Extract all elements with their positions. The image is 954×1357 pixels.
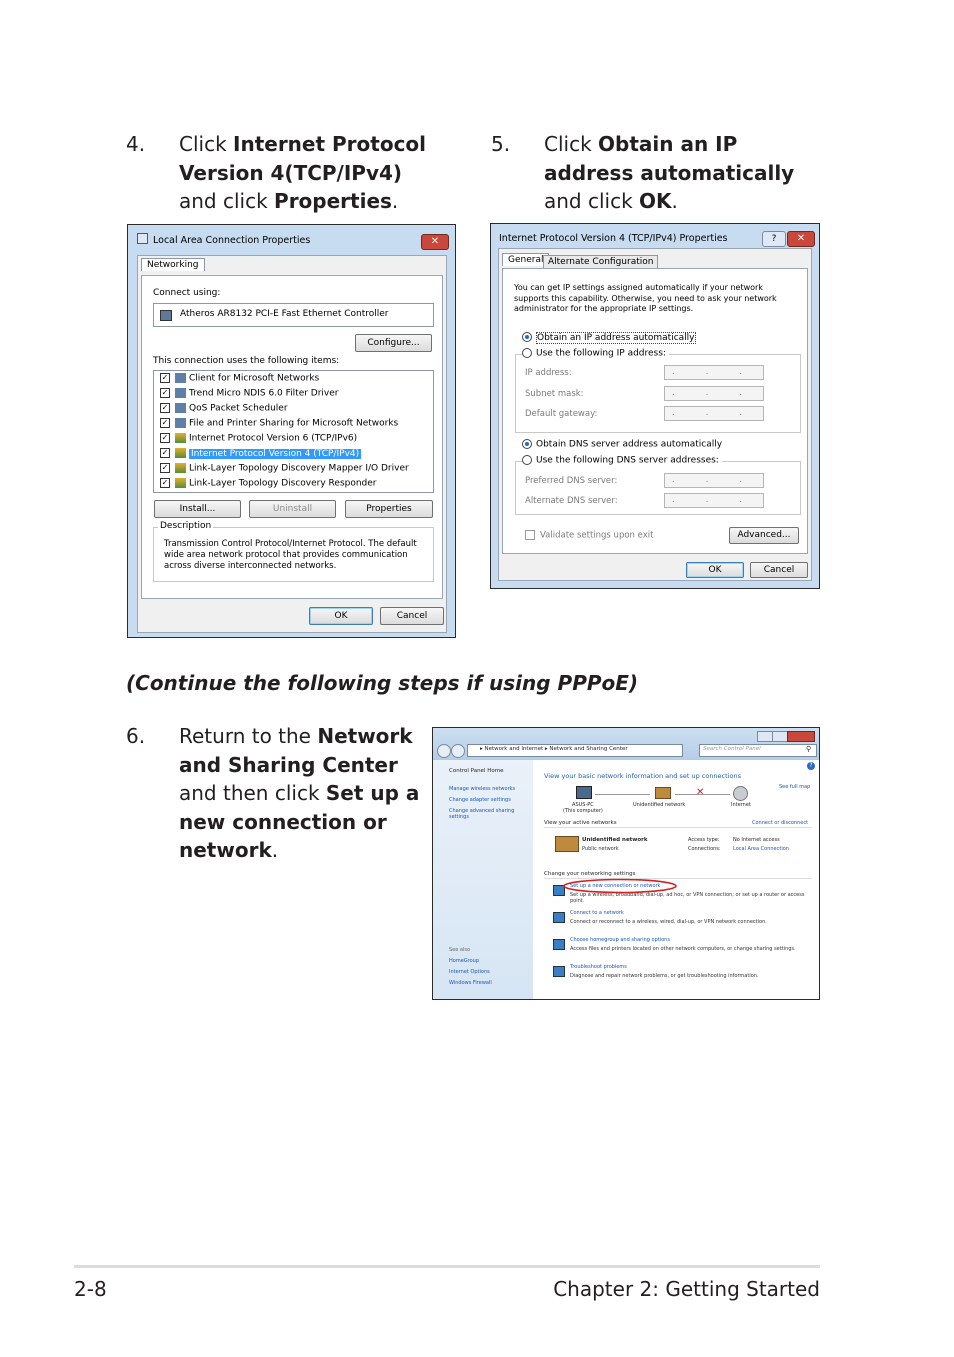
description-label: Description	[160, 521, 212, 531]
page-number: 2-8	[74, 1277, 107, 1301]
disconnected-x-icon: ✕	[696, 787, 705, 798]
main-content	[533, 760, 819, 999]
component-checkbox[interactable]: ✓	[161, 388, 169, 397]
task-link[interactable]: Set up a new connection or network	[570, 883, 661, 889]
map-line-1	[595, 794, 650, 795]
search-input[interactable]	[699, 744, 817, 757]
step-4-segment: and click	[179, 189, 275, 213]
task-icon	[553, 966, 565, 977]
control-panel-home[interactable]: Control Panel Home	[449, 768, 504, 774]
connect-using-label: Connect using:	[153, 288, 221, 298]
map-node-internet: Internet	[731, 802, 751, 808]
see-also-label: See also	[449, 947, 471, 953]
advanced-button[interactable]: Advanced...	[729, 527, 799, 544]
component-item[interactable]	[160, 463, 409, 477]
sidebar	[433, 760, 533, 999]
ip-address-field[interactable]: . . .	[664, 365, 764, 380]
task-description: Diagnose and repair network problems, or get troubleshooting information.	[570, 973, 759, 979]
component-item[interactable]	[160, 478, 377, 492]
items-list	[153, 370, 434, 493]
tab-networking[interactable]: Networking	[141, 258, 205, 271]
title-bar	[433, 728, 819, 760]
dialog-title: Local Area Connection Properties	[153, 235, 311, 246]
component-checkbox[interactable]: ✓	[161, 463, 169, 472]
obtain-ip-radio[interactable]	[522, 332, 532, 342]
connection-link[interactable]: Local Area Connection	[733, 846, 789, 852]
validate-checkbox[interactable]	[525, 530, 535, 540]
adapter-name: Atheros AR8132 PCI-E Fast Ethernet Controller	[180, 309, 389, 319]
pppoe-note: (Continue the following steps if using PPPoE)	[126, 671, 639, 695]
task-description: Connect or reconnect to a wireless, wired, dial-up, or VPN network connection.	[570, 919, 767, 925]
component-checkbox[interactable]: ✓	[161, 448, 169, 457]
dialog-body	[137, 255, 447, 633]
component-item[interactable]	[160, 418, 398, 432]
minimize-button[interactable]	[757, 731, 773, 742]
close-button[interactable]: ✕	[787, 231, 815, 247]
step-6-text	[179, 722, 424, 865]
component-label: Link-Layer Topology Discovery Responder	[189, 478, 377, 489]
globe-icon	[733, 786, 748, 801]
highlight-ellipse	[561, 877, 679, 895]
task-icon	[553, 939, 565, 950]
gateway-label: Default gateway:	[525, 409, 598, 419]
component-checkbox[interactable]: ✓	[161, 403, 169, 412]
map-node-computer: ASUS-PC (This computer)	[563, 802, 603, 814]
task-link[interactable]: Connect to a network	[570, 910, 624, 916]
search-placeholder: Search Control Panel	[703, 746, 761, 752]
ip-address-label: IP address:	[525, 368, 572, 378]
component-label: Link-Layer Topology Discovery Mapper I/O Driver	[189, 463, 409, 474]
step-5-number: 5.	[491, 132, 511, 156]
obtain-dns-label: Obtain DNS server address automatically	[536, 439, 723, 450]
network-name: Unidentified network	[582, 837, 648, 843]
network-type[interactable]: Public network	[582, 846, 619, 852]
step-6-segment: Network and Sharing Center	[179, 724, 413, 777]
component-label: Trend Micro NDIS 6.0 Filter Driver	[189, 388, 339, 399]
component-item[interactable]	[160, 403, 288, 417]
adapter-icon	[160, 310, 172, 321]
active-networks-label: View your active networks	[544, 820, 617, 826]
maximize-button[interactable]	[772, 731, 788, 742]
access-type-label: Access type:	[688, 837, 720, 843]
forward-button[interactable]	[451, 744, 465, 758]
address-bar[interactable]	[467, 744, 683, 757]
validate-label: Validate settings upon exit	[540, 530, 654, 541]
connect-disconnect-link[interactable]: Connect or disconnect	[752, 820, 809, 826]
component-label: Client for Microsoft Networks	[189, 373, 320, 384]
active-networks-divider	[544, 827, 812, 828]
close-button[interactable]: ✕	[421, 234, 449, 250]
cancel-button[interactable]: Cancel	[750, 562, 808, 578]
tab-alternate-configuration[interactable]: Alternate Configuration	[543, 255, 658, 269]
step-6-segment: Set up a new connection or network	[179, 781, 420, 862]
main-title: View your basic network information and set up connections	[544, 772, 741, 780]
chapter-title: Chapter 2: Getting Started	[553, 1277, 820, 1301]
sidebar-link-homegroup[interactable]: HomeGroup	[449, 958, 479, 964]
step-4-text	[179, 130, 439, 216]
preferred-dns-label: Preferred DNS server:	[525, 476, 618, 486]
obtain-ip-option[interactable]	[522, 332, 696, 343]
step-4-segment: Click	[179, 132, 234, 156]
subnet-field[interactable]: . . .	[664, 386, 764, 401]
dialog-body	[498, 248, 812, 581]
close-button[interactable]	[787, 731, 815, 742]
component-item[interactable]	[160, 373, 319, 387]
use-ip-label: Use the following IP address:	[536, 348, 666, 359]
bench-icon	[555, 836, 579, 852]
sidebar-link-firewall[interactable]: Windows Firewall	[449, 980, 492, 986]
connections-label: Connections:	[688, 846, 721, 852]
component-checkbox[interactable]: ✓	[161, 478, 169, 487]
component-icon	[175, 463, 186, 473]
sidebar-link-wireless[interactable]: Manage wireless networks	[449, 786, 516, 792]
use-dns-option[interactable]	[522, 455, 722, 466]
back-button[interactable]	[437, 744, 451, 758]
intro-text: You can get IP settings assigned automatically if your network supports this capability. Otherwise, you need to ask your network administrator for the appropriate IP settings.	[514, 283, 777, 313]
component-label: File and Printer Sharing for Microsoft Networks	[189, 418, 399, 429]
step-5-text	[544, 130, 824, 216]
search-icon: ⚲	[806, 745, 812, 753]
map-node-network: Unidentified network	[633, 802, 686, 808]
step-4-segment: .	[391, 189, 399, 213]
access-type-value: No Internet access	[733, 837, 780, 843]
help-button[interactable]: ?	[762, 231, 786, 247]
use-dns-radio[interactable]	[522, 455, 532, 465]
component-label: Internet Protocol Version 4 (TCP/IPv4)	[191, 448, 360, 459]
ok-button[interactable]: OK	[309, 607, 373, 625]
step-6-segment: .	[271, 838, 279, 862]
component-item[interactable]	[160, 388, 338, 402]
adapter-field	[153, 303, 434, 327]
footer-rule	[74, 1265, 820, 1268]
use-dns-label: Use the following DNS server addresses:	[536, 455, 719, 466]
obtain-dns-option[interactable]	[522, 439, 722, 450]
component-icon	[175, 448, 186, 458]
sidebar-link-adapter[interactable]: Change adapter settings	[449, 797, 511, 803]
component-icon	[175, 373, 186, 383]
component-checkbox[interactable]: ✓	[161, 433, 169, 442]
step-6-segment: and then click	[179, 781, 326, 805]
step-5-segment: Click	[544, 132, 599, 156]
component-item[interactable]	[160, 448, 361, 462]
component-icon	[175, 478, 186, 488]
obtain-dns-radio[interactable]	[522, 439, 532, 449]
task-description: Access files and printers located on other network computers, or change sharing settings.	[570, 946, 796, 952]
items-label: This connection uses the following items:	[153, 356, 340, 366]
gateway-field[interactable]: . . .	[664, 406, 764, 421]
network-sharing-center-window	[432, 727, 820, 1000]
step-6-number: 6.	[126, 724, 146, 748]
computer-icon	[576, 786, 592, 799]
component-item[interactable]	[160, 433, 357, 447]
change-settings-label: Change your networking settings	[544, 871, 636, 877]
lan-properties-dialog	[127, 224, 456, 638]
component-label: Internet Protocol Version 6 (TCP/IPv6)	[189, 433, 358, 444]
step-5-segment: .	[671, 189, 678, 213]
tab-general[interactable]: General	[502, 253, 549, 266]
properties-button[interactable]: Properties	[345, 500, 433, 518]
component-icon	[175, 418, 186, 428]
use-ip-radio[interactable]	[522, 348, 532, 358]
subnet-label: Subnet mask:	[525, 389, 584, 399]
step-4-segment: Properties	[274, 189, 392, 213]
description-text: Transmission Control Protocol/Internet Protocol. The default wide area network protocol that provides communication across diverse interconnected networks.	[164, 539, 417, 571]
alternate-dns-field[interactable]: . . .	[664, 493, 764, 508]
cancel-button[interactable]: Cancel	[380, 607, 444, 625]
preferred-dns-field[interactable]: . . .	[664, 473, 764, 488]
step-6-segment: Return to the	[179, 724, 318, 748]
step-5-segment: Obtain an IP address automatically	[544, 132, 795, 185]
help-icon[interactable]: ?	[807, 762, 815, 770]
step-5-segment: and click	[544, 189, 640, 213]
component-icon	[175, 403, 186, 413]
task-description: Set up a wireless, broadband, dial-up, ad hoc, or VPN connection; or set up a router or access point.	[570, 892, 805, 904]
configure-button[interactable]: Configure...	[355, 334, 432, 352]
ok-button[interactable]: OK	[686, 562, 744, 578]
task-icon	[553, 912, 565, 923]
tab-panel	[141, 275, 443, 599]
obtain-ip-label: Obtain an IP address automatically	[537, 332, 695, 343]
highlight-ellipse-shape	[564, 880, 676, 893]
sidebar-link-sharing[interactable]: Change advanced sharing settings	[449, 808, 515, 820]
validate-option[interactable]	[525, 530, 653, 541]
uninstall-button[interactable]: Uninstall	[249, 500, 336, 518]
see-full-map-link[interactable]: See full map	[779, 784, 811, 790]
use-ip-option[interactable]	[522, 348, 669, 359]
alternate-dns-label: Alternate DNS server:	[525, 496, 618, 506]
step-4-segment: Internet Protocol Version 4(TCP/IPv4)	[179, 132, 427, 185]
breadcrumb: ▸ Network and Internet ▸ Network and Sharing Center	[480, 746, 628, 752]
component-label: QoS Packet Scheduler	[189, 403, 288, 414]
install-button[interactable]: Install...	[154, 500, 241, 518]
task-link[interactable]: Choose homegroup and sharing options	[570, 937, 670, 943]
component-icon	[175, 433, 186, 443]
step-5-segment: OK	[639, 189, 672, 213]
dialog-title: Internet Protocol Version 4 (TCP/IPv4) Properties	[499, 233, 728, 244]
network-bench-icon	[655, 787, 671, 799]
component-checkbox[interactable]: ✓	[161, 373, 169, 382]
component-icon	[175, 388, 186, 398]
task-link[interactable]: Troubleshoot problems	[570, 964, 627, 970]
network-icon	[137, 233, 148, 244]
tab-panel	[502, 268, 808, 554]
sidebar-link-internet-options[interactable]: Internet Options	[449, 969, 490, 975]
component-checkbox[interactable]: ✓	[161, 418, 169, 427]
ipv4-properties-dialog	[490, 223, 820, 589]
description-group	[153, 521, 434, 582]
step-4-number: 4.	[126, 132, 146, 156]
